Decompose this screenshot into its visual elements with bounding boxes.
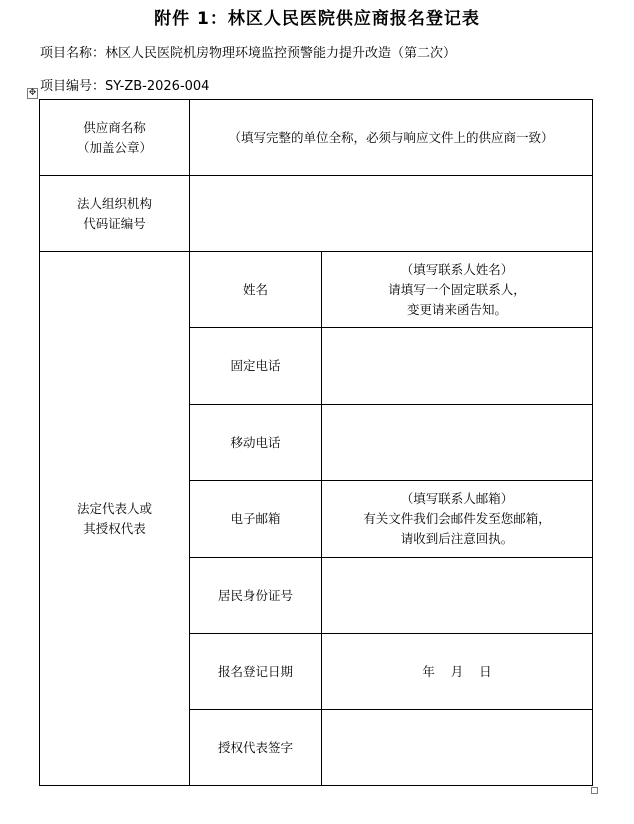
landline-value-cell[interactable]: [322, 328, 593, 405]
project-name: 项目名称：林区人民医院机房物理环境监控预警能力提升改造（第二次）: [40, 46, 457, 61]
project-code: 项目编号：SY-ZB-2026-004: [40, 79, 210, 94]
representative-label-cell: [40, 252, 190, 786]
email-hint: （填写联系人邮箱）: [400, 491, 514, 506]
supplier-label-cell: [40, 100, 190, 176]
mobile-value-cell[interactable]: [322, 405, 593, 481]
org-code-label: 法人组织机构: [76, 195, 152, 211]
signature-value-cell[interactable]: [322, 710, 593, 786]
contact-name-hint-2: 请填写一个固定联系人，: [388, 281, 526, 297]
email-hint-2: 有关文件我们会邮件发至您邮箱，: [363, 511, 551, 526]
org-code-label-cell: [40, 176, 190, 252]
email-value-cell[interactable]: [322, 481, 593, 558]
email-label: 电子邮箱: [190, 481, 322, 558]
supplier-value-hint: （填写完整的单位全称，必须与响应文件上的供应商一致）: [228, 129, 554, 145]
table-resize-handle-icon[interactable]: [591, 787, 598, 794]
registration-table: [39, 99, 593, 786]
contact-name-label: 姓名: [190, 252, 322, 328]
contact-name-value-cell[interactable]: [322, 252, 593, 328]
reg-date-value-cell[interactable]: 年 月 日: [322, 634, 593, 710]
contact-name-row: [40, 252, 593, 328]
org-code-label-2: 代码证编号: [83, 215, 146, 231]
contact-name-hint-3: 变更请来函告知。: [407, 301, 508, 317]
landline-label: 固定电话: [190, 328, 322, 405]
representative-label: 法定代表人或: [76, 500, 152, 516]
id-card-label: 居民身份证号: [190, 558, 322, 634]
email-hint-3: 请收到后注意回执。: [400, 531, 514, 546]
org-code-value-cell[interactable]: [190, 176, 593, 252]
representative-label-2: 其授权代表: [83, 520, 146, 536]
org-code-row: [40, 176, 593, 252]
mobile-label: 移动电话: [190, 405, 322, 481]
table-move-handle-icon[interactable]: ✥: [28, 88, 37, 98]
contact-name-hint: （填写联系人姓名）: [400, 261, 514, 277]
reg-date-label: 报名登记日期: [190, 634, 322, 710]
supplier-row: [40, 100, 593, 176]
signature-label: 授权代表签字: [190, 710, 322, 786]
supplier-label: 供应商名称: [83, 119, 146, 135]
supplier-value-cell[interactable]: [190, 100, 593, 176]
id-card-value-cell[interactable]: [322, 558, 593, 634]
supplier-label-note: （加盖公章）: [76, 139, 152, 155]
page-title: 附件 1：林区人民医院供应商报名登记表: [154, 9, 480, 29]
